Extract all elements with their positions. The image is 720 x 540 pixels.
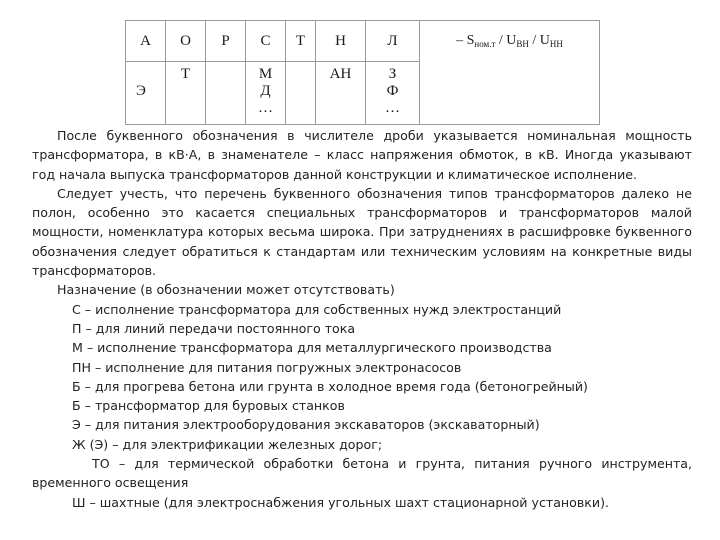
rating-formula: – $S_{ном.т} / U_{ВН} / U_{НН}$ [420,21,600,125]
list-item-to: ТО – для термической обработки бетона и грунта, питания ручного инструмента, временного освещения [32,456,692,491]
list-item: ПН – исполнение для питания погружных электронасосов [72,359,462,375]
paragraph-purpose-heading: Назначение (в обозначении может отсутствовать) [57,282,395,298]
document-body [32,126,692,512]
list-item-last: Ш – шахтные (для электроснабжения угольных шахт стационарной установки). [72,494,609,510]
list-item: С – исполнение трансформатора для собственных нужд электростанций [72,301,562,317]
paragraph-rating: После буквенного обозначения в числителе дроби указывается номинальная мощность трансформатора, в кВ·А, в знаменателе – класс напряжения обмоток, в кВ. Иногда указывают год начала выпуска трансформаторов данной конструкции и климатическое исполнение. [32,128,692,182]
list-item: Б – трансформатор для буровых станков [72,398,345,414]
list-item: Б – для прогрева бетона или грунта в холодное время года (бетоногрейный) [72,378,588,394]
cell-s-variants: М Д … [246,62,286,125]
cell-e: Э [126,62,166,125]
cell-l-variants: З Ф … [366,62,420,125]
cell-t: Т [286,21,316,62]
cell-s: С [246,21,286,62]
paragraph-note: Следует учесть, что перечень буквенного обозначения типов трансформаторов далеко не полон, особенно это касается специальных трансформаторов и трансформаторов малой мощности, номенклатура которых весьма широка. При затруднениях в расшифровке буквенного обозначения следует обратиться к стандартам или техническим условиям на конкретные виды трансформаторов. [32,185,692,279]
table-row-letters [126,21,600,62]
cell-n: Н [316,21,366,62]
cell-r: Р [206,21,246,62]
designation-table [125,20,600,125]
cell-t-variant [286,62,316,125]
cell-o-variant: Т [166,62,206,125]
list-item: М – исполнение трансформатора для металлургического производства [72,340,552,356]
list-item: П – для линий передачи постоянного тока [72,320,356,336]
cell-l: Л [366,21,420,62]
cell-n-variant: АН [316,62,366,125]
list-item: Ж (Э) – для электрификации железных дорог; [72,436,383,452]
cell-r-variant [206,62,246,125]
list-item: Э – для питания электрооборудования экскаваторов (экскаваторный) [72,417,540,433]
cell-a: А [126,21,166,62]
cell-o: О [166,21,206,62]
